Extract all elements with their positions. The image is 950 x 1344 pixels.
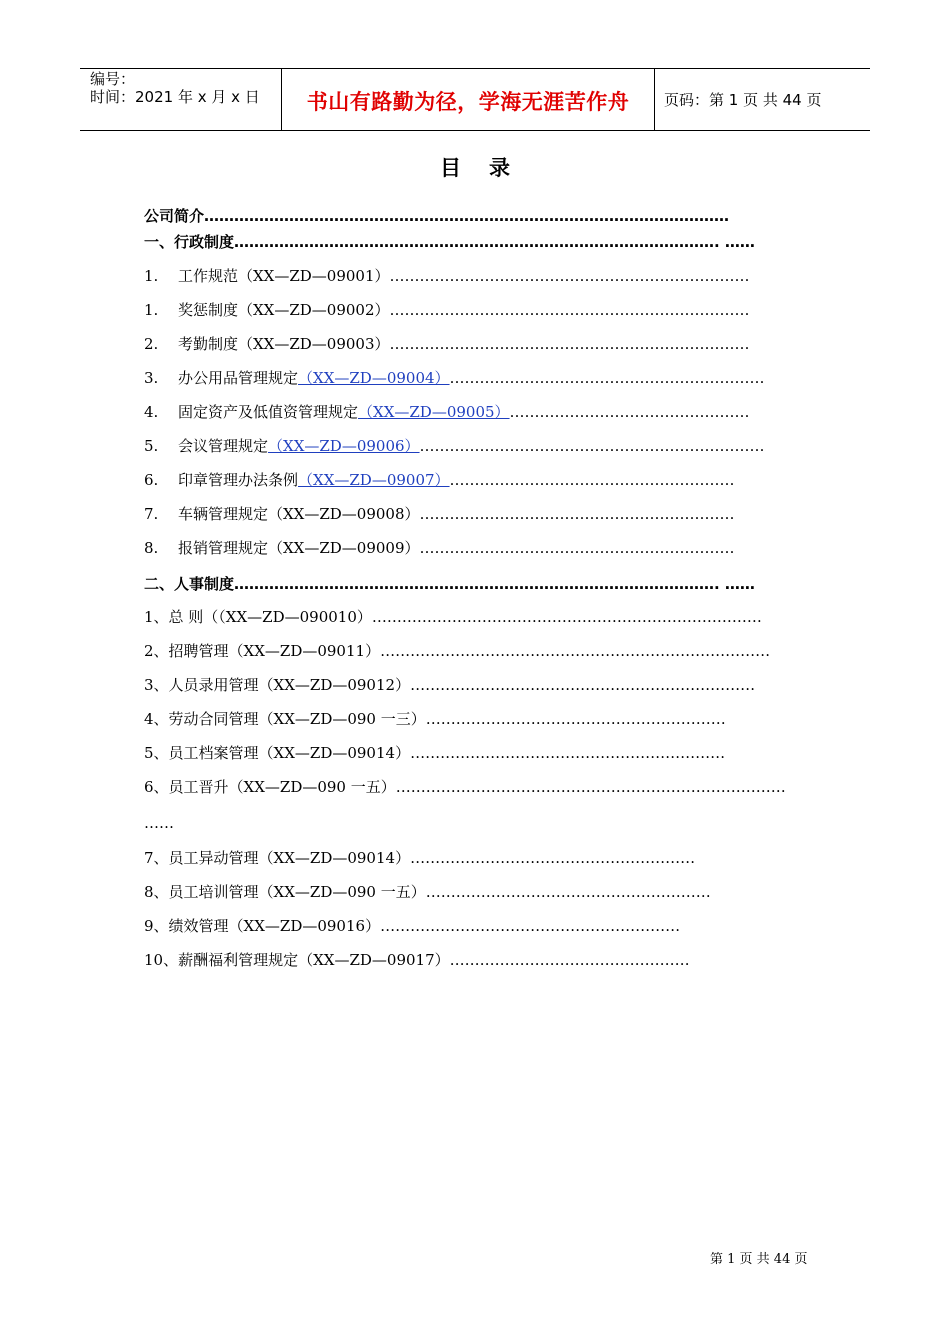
- document-time-label: 时间：2021 年 x 月 x 日: [90, 88, 260, 106]
- toc-entry-text: 会议管理规定: [178, 437, 269, 455]
- toc-entry[interactable]: [144, 333, 750, 355]
- toc-entry[interactable]: [144, 503, 735, 525]
- toc-entry-number: 3.: [144, 369, 159, 387]
- header-page-info: 页码：第 1 页 共 44 页: [664, 91, 822, 109]
- toc-entry-text: ……: [144, 814, 174, 832]
- toc-dot-leader: ……………………………………………………………………: [371, 608, 762, 626]
- toc-entry[interactable]: [144, 537, 735, 559]
- header-meta-cell: [80, 69, 282, 130]
- toc-entry-number: 5.: [144, 437, 159, 455]
- toc-entry-text: 二、人事制度: [144, 575, 235, 593]
- toc-entry-text: 工作规范（XX—ZD—09001）: [178, 267, 390, 285]
- toc-entry-number: 2.: [144, 335, 159, 353]
- header-page-cell: [655, 69, 870, 130]
- toc-entry-number: 8.: [144, 539, 159, 557]
- toc-dot-leader: ………………………………………………………: [449, 369, 765, 387]
- toc-entry-text: 5、员工档案管理（XX—ZD—09014）: [144, 744, 411, 762]
- document-number-label: 编号：: [90, 70, 136, 88]
- page-header: [80, 68, 870, 131]
- toc-entry-text: 车辆管理规定（XX—ZD—09008）: [178, 505, 420, 523]
- toc-entry[interactable]: [144, 812, 174, 834]
- toc-entry-code-link[interactable]: （XX—ZD—09006）: [268, 437, 420, 455]
- toc-entry-text: 6、员工晋升（XX—ZD—090 一五）: [144, 778, 396, 796]
- toc-entry[interactable]: [144, 299, 750, 321]
- toc-entry-text: 考勤制度（XX—ZD—09003）: [178, 335, 390, 353]
- toc-dot-leader: …………………………………………: [509, 403, 750, 421]
- toc-entry-text: 9、绩效管理（XX—ZD—09016）: [144, 917, 381, 935]
- toc-dot-leader: …………………………………………………: [410, 849, 696, 867]
- toc-entry[interactable]: [144, 435, 765, 457]
- toc-entry[interactable]: [144, 674, 755, 696]
- toc-dot-leader: ………………………………………………………: [410, 744, 726, 762]
- toc-dot-leader: ……………………………………………………: [380, 917, 681, 935]
- toc-entry-text: 印章管理办法条例: [178, 471, 299, 489]
- toc-dot-leader: …………………………………………………: [449, 471, 735, 489]
- toc-dot-leader: ……………………………………………………………………………………………: [204, 207, 730, 225]
- toc-entry[interactable]: [144, 606, 762, 628]
- toc-dot-leader: ………………………………………………………………: [389, 301, 750, 319]
- toc-dot-leader: ………………………………………………………: [419, 539, 735, 557]
- toc-entry[interactable]: [144, 949, 690, 971]
- toc-entry-number: 1.: [144, 301, 159, 319]
- toc-entry-text: 3、人员录用管理（XX—ZD—09012）: [144, 676, 411, 694]
- toc-entry-text: 一、行政制度: [144, 233, 235, 251]
- toc-dot-leader: ………………………………………………………………: [389, 267, 750, 285]
- toc-entry[interactable]: [144, 640, 770, 662]
- header-motto-cell: [282, 69, 655, 130]
- toc-entry-number: 7.: [144, 505, 159, 523]
- toc-dot-leader: ……………………………………………………………: [410, 676, 756, 694]
- toc-entry[interactable]: [144, 881, 711, 903]
- toc-entry-number: 4.: [144, 403, 159, 421]
- toc-entry[interactable]: [144, 401, 750, 423]
- toc-entry-text: 7、员工异动管理（XX—ZD—09014）: [144, 849, 411, 867]
- toc-section-heading[interactable]: [144, 205, 729, 227]
- toc-section-heading[interactable]: [144, 231, 755, 253]
- toc-section-heading[interactable]: [144, 573, 755, 595]
- toc-dot-leader: ……………………………………………………………………: [380, 642, 771, 660]
- toc-entry-text: 固定资产及低值资管理规定: [178, 403, 359, 421]
- toc-entry[interactable]: [144, 708, 726, 730]
- toc-entry-code-link[interactable]: （XX—ZD—09005）: [358, 403, 510, 421]
- toc-entry[interactable]: [144, 776, 786, 798]
- toc-dot-leader: ……………………………………………………………………………………. ……: [234, 233, 755, 251]
- toc-entry-code-link[interactable]: （XX—ZD—09007）: [298, 471, 450, 489]
- toc-entry-text: 8、员工培训管理（XX—ZD—090 一五）: [144, 883, 426, 901]
- toc-dot-leader: ……………………………………………………………………………………. ……: [234, 575, 755, 593]
- toc-entry-number: 6.: [144, 471, 159, 489]
- toc-entry-code-link[interactable]: （XX—ZD—09004）: [298, 369, 450, 387]
- toc-entry[interactable]: [144, 367, 765, 389]
- page-footer: 第 1 页 共 44 页: [710, 1252, 808, 1267]
- toc-dot-leader: ………………………………………………………: [419, 505, 735, 523]
- toc-entry-text: 公司简介: [144, 207, 205, 225]
- toc-entry[interactable]: [144, 742, 725, 764]
- toc-entry-number: 1.: [144, 267, 159, 285]
- toc-title: 目录: [440, 155, 538, 180]
- header-motto: 书山有路勤为径，学海无涯苦作舟: [306, 90, 630, 114]
- toc-dot-leader: …………………………………………: [449, 951, 690, 969]
- toc-dot-leader: ……………………………………………………………………: [395, 778, 786, 796]
- toc-entry-text: 2、招聘管理（XX—ZD—09011）: [144, 642, 381, 660]
- toc-entry[interactable]: [144, 847, 695, 869]
- toc-entry[interactable]: [144, 265, 750, 287]
- toc-entry-text: 报销管理规定（XX—ZD—09009）: [178, 539, 420, 557]
- toc-entry[interactable]: [144, 469, 735, 491]
- toc-entry[interactable]: [144, 915, 680, 937]
- toc-entry-text: 10、薪酬福利管理规定（XX—ZD—09017）: [144, 951, 450, 969]
- toc-dot-leader: …………………………………………………: [425, 883, 711, 901]
- toc-dot-leader: ……………………………………………………………: [419, 437, 765, 455]
- toc-dot-leader: ………………………………………………………………: [389, 335, 750, 353]
- toc-entry-text: 1、总 则（（XX—ZD—090010）: [144, 608, 372, 626]
- toc-entry-text: 4、劳动合同管理（XX—ZD—090 一三）: [144, 710, 426, 728]
- toc-dot-leader: ……………………………………………………: [425, 710, 726, 728]
- toc-entry-text: 办公用品管理规定: [178, 369, 299, 387]
- toc-entry-text: 奖惩制度（XX—ZD—09002）: [178, 301, 390, 319]
